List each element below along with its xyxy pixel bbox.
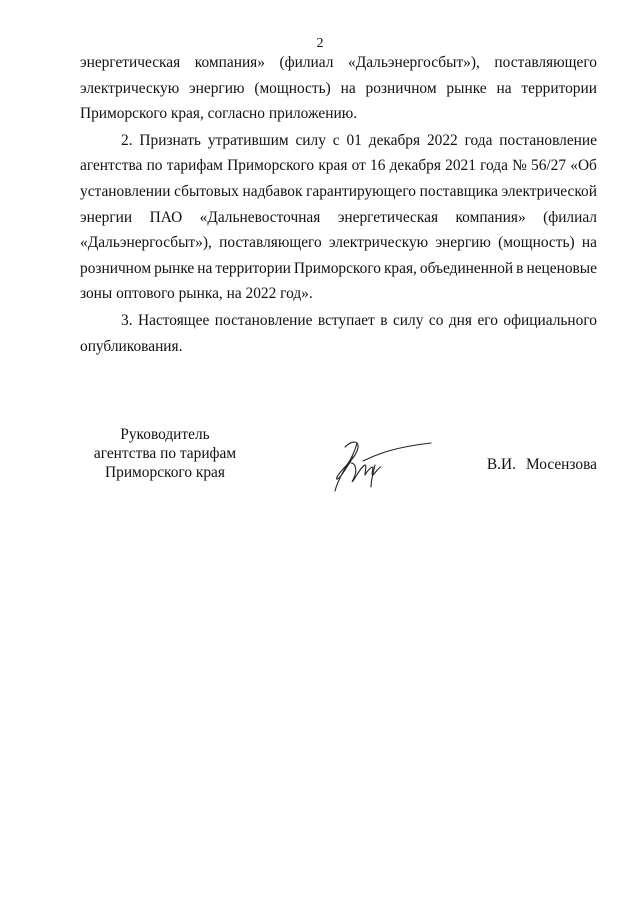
text-line-last: Приморского края, согласно приложению. bbox=[80, 105, 358, 123]
word: (филиал bbox=[543, 208, 597, 226]
word: ПАО bbox=[149, 208, 183, 226]
word: 3. bbox=[121, 311, 133, 329]
text-line bbox=[80, 76, 597, 102]
text-line bbox=[80, 230, 597, 256]
word: агентства bbox=[80, 157, 143, 175]
word: сбытовых bbox=[174, 182, 239, 200]
text-line bbox=[80, 256, 597, 282]
word: от bbox=[351, 157, 366, 175]
word: № bbox=[512, 157, 527, 175]
word: 16 bbox=[370, 157, 386, 175]
word: надбавок bbox=[242, 182, 303, 200]
word: 2021 bbox=[445, 157, 476, 175]
signer-initials: В.И. bbox=[486, 456, 516, 473]
word: 01 bbox=[346, 131, 362, 149]
word: «Об bbox=[570, 157, 597, 175]
paragraph-3 bbox=[80, 308, 597, 359]
signer-position bbox=[80, 425, 250, 482]
word: компания» bbox=[194, 54, 265, 71]
word: года bbox=[464, 131, 493, 149]
signer-surname: Мосензова bbox=[525, 456, 597, 473]
position-line: Руководитель bbox=[120, 426, 210, 443]
word: его bbox=[477, 311, 498, 329]
word: поставляющего bbox=[494, 54, 597, 71]
word: декабря bbox=[389, 157, 441, 175]
text-line bbox=[80, 153, 597, 179]
word: Приморского bbox=[227, 157, 315, 175]
word: энергетическая bbox=[80, 54, 181, 71]
position-line: Приморского края bbox=[105, 464, 225, 481]
text-line-last: зоны оптового рынка, на 2022 год». bbox=[80, 285, 313, 303]
position-line: агентства по тарифам bbox=[93, 445, 237, 462]
word: электрическую bbox=[80, 79, 180, 97]
word: рынке bbox=[446, 79, 487, 97]
word: постановление bbox=[499, 131, 597, 149]
signature-block bbox=[80, 425, 597, 505]
word: официального bbox=[503, 311, 597, 329]
word: гарантирующего bbox=[306, 182, 416, 200]
document-body bbox=[80, 50, 597, 359]
word: установлении bbox=[80, 182, 171, 200]
word: постановление bbox=[214, 311, 313, 329]
word: на bbox=[197, 259, 213, 277]
page-number: 2 bbox=[316, 36, 324, 51]
word: со bbox=[428, 311, 444, 329]
word: силу bbox=[392, 311, 424, 329]
paragraph-2 bbox=[80, 128, 597, 307]
word: декабря bbox=[368, 131, 421, 149]
word: на bbox=[496, 79, 512, 97]
word: края, bbox=[383, 259, 417, 277]
word: «Дальэнергосбыт»), bbox=[80, 234, 212, 252]
signer-name bbox=[487, 455, 597, 474]
word: электрической bbox=[501, 182, 597, 200]
word: розничном bbox=[80, 259, 152, 277]
word: компания» bbox=[455, 208, 526, 226]
word: 2. bbox=[121, 131, 133, 149]
word: дня bbox=[448, 311, 472, 329]
word: утратившим bbox=[207, 131, 289, 149]
word: энергию bbox=[189, 79, 245, 97]
word: рынке bbox=[154, 259, 195, 277]
word: на bbox=[340, 79, 356, 97]
word: края bbox=[318, 157, 348, 175]
text-line-indented bbox=[80, 128, 597, 154]
word: (филиал bbox=[279, 54, 334, 71]
word: на bbox=[581, 234, 597, 252]
word: (мощность) bbox=[254, 79, 331, 97]
word: поставщика bbox=[419, 182, 498, 200]
word: неценовые bbox=[526, 259, 597, 277]
text-line bbox=[80, 205, 597, 231]
word: Приморского bbox=[293, 259, 381, 277]
word: 56/27 bbox=[531, 157, 567, 175]
word: энергии bbox=[80, 208, 133, 226]
word: Настоящее bbox=[138, 311, 210, 329]
word: (мощность) bbox=[498, 234, 575, 252]
text-line-indented bbox=[80, 308, 597, 334]
word: «Дальэнергосбыт»), bbox=[348, 54, 480, 71]
word: объединенной bbox=[419, 259, 514, 277]
word: тарифам bbox=[166, 157, 223, 175]
text-line-last: опубликования. bbox=[80, 337, 183, 355]
handwritten-signature bbox=[325, 435, 435, 495]
word: поставляющего bbox=[219, 234, 322, 252]
paragraph-1 bbox=[80, 50, 597, 127]
word: территории bbox=[215, 259, 291, 277]
word: электрическую bbox=[328, 234, 429, 252]
word: розничном bbox=[365, 79, 437, 97]
word: года bbox=[480, 157, 508, 175]
word: в bbox=[380, 311, 388, 329]
word: вступает bbox=[317, 311, 375, 329]
word: по bbox=[146, 157, 163, 175]
word: 2022 bbox=[426, 131, 458, 149]
word: энергию bbox=[435, 234, 491, 252]
word: с bbox=[332, 131, 340, 149]
text-line bbox=[80, 50, 597, 76]
word: в bbox=[516, 259, 524, 277]
word: «Дальневосточная bbox=[199, 208, 321, 226]
word: силу bbox=[295, 131, 326, 149]
word: Признать bbox=[139, 131, 201, 149]
word: территории bbox=[521, 79, 597, 97]
text-line bbox=[80, 179, 597, 205]
word: энергетическая bbox=[337, 208, 439, 226]
